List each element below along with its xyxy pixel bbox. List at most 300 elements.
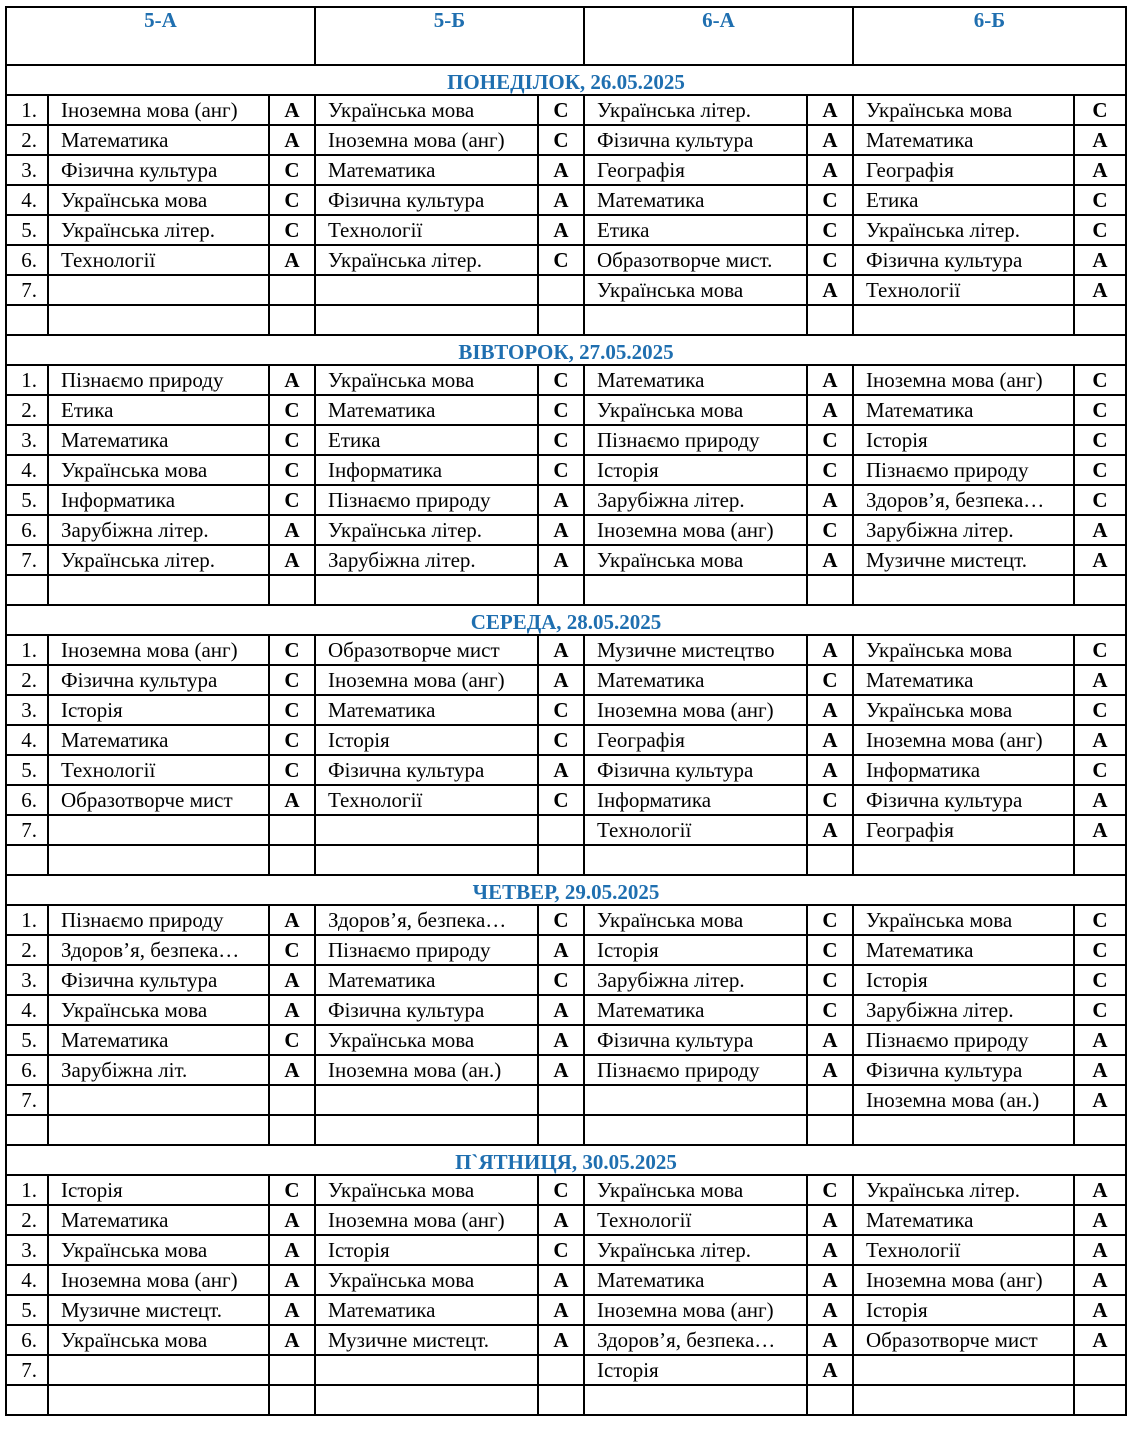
lesson-number: 5. [6,755,48,785]
blank-cell [1074,1115,1126,1145]
room-cell: С [807,425,853,455]
lesson-row [6,995,1126,1025]
blank-cell [269,305,315,335]
lesson-row [6,485,1126,515]
day-title: ВІВТОРОК, 27.05.2025 [6,335,1126,365]
lesson-number: 1. [6,95,48,125]
room-cell [1074,1355,1126,1385]
subject-cell: Математика [315,155,538,185]
lesson-number: 7. [6,1355,48,1385]
lesson-number: 2. [6,125,48,155]
room-cell: С [1074,185,1126,215]
subject-cell: Українська мова [853,695,1074,725]
room-cell: А [1074,815,1126,845]
subject-cell: Географія [853,155,1074,185]
subject-cell: Історія [584,1355,807,1385]
room-cell: А [807,695,853,725]
subject-cell: Пізнаємо природу [315,485,538,515]
lesson-row [6,1295,1126,1325]
subject-cell: Математика [584,665,807,695]
subject-cell: Іноземна мова (анг) [853,365,1074,395]
subject-cell: Математика [315,695,538,725]
room-cell: А [538,755,584,785]
room-cell: А [1074,1175,1126,1205]
room-cell: С [538,1175,584,1205]
room-cell: А [807,125,853,155]
blank-cell [315,305,538,335]
lesson-row [6,1085,1126,1115]
blank-cell [269,1115,315,1145]
subject-cell: Українська мова [584,395,807,425]
room-cell: С [269,155,315,185]
room-cell: А [807,485,853,515]
subject-cell: Українська літер. [315,515,538,545]
day-header-row-friday [6,1145,1126,1175]
subject-cell: Технології [853,1235,1074,1265]
lesson-row [6,125,1126,155]
blank-cell [853,1115,1074,1145]
subject-cell: Математика [48,425,269,455]
subject-cell: Українська мова [853,905,1074,935]
subject-cell [315,1085,538,1115]
subject-cell: Технології [315,785,538,815]
subject-cell: Математика [853,125,1074,155]
lesson-row [6,275,1126,305]
room-cell: А [538,935,584,965]
subject-cell: Українська мова [315,1025,538,1055]
lesson-row [6,1205,1126,1235]
subject-cell: Етика [584,215,807,245]
blank-cell [48,1385,269,1415]
room-cell: С [269,1025,315,1055]
lesson-number: 2. [6,935,48,965]
room-cell: С [538,965,584,995]
lesson-number: 4. [6,455,48,485]
blank-cell [584,845,807,875]
blank-cell [269,1385,315,1415]
room-cell: С [1074,755,1126,785]
subject-cell: Іноземна мова (анг) [584,695,807,725]
room-cell: А [1074,515,1126,545]
room-cell: А [269,545,315,575]
room-cell [269,1085,315,1115]
room-cell [538,1355,584,1385]
room-cell: С [807,515,853,545]
subject-cell: Українська мова [584,905,807,935]
lesson-number: 7. [6,815,48,845]
subject-cell: Фізична культура [315,755,538,785]
room-cell: А [1074,1055,1126,1085]
subject-cell: Українська мова [48,1325,269,1355]
room-cell: А [1074,1205,1126,1235]
room-cell: А [807,545,853,575]
blank-cell [807,1385,853,1415]
subject-cell: Українська літер. [853,1175,1074,1205]
room-cell: С [269,665,315,695]
lesson-number: 7. [6,275,48,305]
room-cell: А [269,95,315,125]
subject-cell: Українська мова [315,365,538,395]
day-title: П`ЯТНИЦЯ, 30.05.2025 [6,1145,1126,1175]
room-cell: А [1074,1265,1126,1295]
lesson-row [6,665,1126,695]
subject-cell: Пізнаємо природу [584,425,807,455]
subject-cell [315,275,538,305]
blank-cell [6,1115,48,1145]
blank-cell [1074,305,1126,335]
subject-cell: Фізична культура [853,245,1074,275]
room-cell: А [269,1325,315,1355]
lesson-row [6,1175,1126,1205]
subject-cell: Фізична культура [853,785,1074,815]
room-cell: А [807,815,853,845]
subject-cell: Математика [48,125,269,155]
subject-cell: Математика [853,665,1074,695]
subject-cell: Технології [584,1205,807,1235]
lesson-row [6,635,1126,665]
blank-cell [315,1385,538,1415]
room-cell: С [1074,635,1126,665]
room-cell: А [807,1295,853,1325]
blank-cell [538,1385,584,1415]
room-cell: С [807,665,853,695]
subject-cell: Іноземна мова (анг) [315,1205,538,1235]
room-cell: А [807,1355,853,1385]
room-cell: А [1074,1235,1126,1265]
lesson-number: 6. [6,785,48,815]
subject-cell: Музичне мистецт. [853,545,1074,575]
room-cell: С [1074,395,1126,425]
lesson-number: 1. [6,365,48,395]
room-cell: С [1074,425,1126,455]
subject-cell: Історія [853,1295,1074,1325]
subject-cell: Українська мова [853,635,1074,665]
subject-cell: Інформатика [584,785,807,815]
subject-cell: Іноземна мова (анг) [853,1265,1074,1295]
room-cell: С [538,95,584,125]
subject-cell: Здоров’я, безпека… [584,1325,807,1355]
room-cell: А [269,1055,315,1085]
blank-cell [584,1385,807,1415]
room-cell: С [807,935,853,965]
lesson-row [6,695,1126,725]
room-cell: А [269,1295,315,1325]
room-cell: С [1074,935,1126,965]
lesson-row [6,1265,1126,1295]
room-cell: А [807,1205,853,1235]
lesson-row [6,1325,1126,1355]
lesson-number: 3. [6,965,48,995]
subject-cell: Математика [853,395,1074,425]
room-cell: С [807,245,853,275]
room-cell: С [538,455,584,485]
room-cell: С [269,215,315,245]
subject-cell [315,1355,538,1385]
lesson-number: 3. [6,425,48,455]
subject-cell: Математика [48,1025,269,1055]
lesson-row [6,965,1126,995]
schedule-body [6,7,1126,1415]
lesson-row [6,185,1126,215]
subject-cell: Зарубіжна літер. [584,965,807,995]
subject-cell: Інформатика [48,485,269,515]
room-cell: А [1074,1295,1126,1325]
subject-cell: Пізнаємо природу [853,455,1074,485]
lesson-number: 6. [6,245,48,275]
room-cell: С [538,785,584,815]
lesson-number: 7. [6,545,48,575]
room-cell: С [538,695,584,725]
subject-cell: Зарубіжна літер. [48,515,269,545]
subject-cell: Образотворче мист [853,1325,1074,1355]
blank-cell [269,845,315,875]
subject-cell: Географія [584,155,807,185]
day-header-row-tuesday [6,335,1126,365]
room-cell: А [269,965,315,995]
lesson-number: 6. [6,1325,48,1355]
lesson-row [6,95,1126,125]
lesson-row [6,1055,1126,1085]
room-cell: С [807,455,853,485]
subject-cell: Математика [853,1205,1074,1235]
room-cell: С [807,785,853,815]
lesson-number: 3. [6,1235,48,1265]
subject-cell: Іноземна мова (анг) [315,665,538,695]
lesson-row [6,1025,1126,1055]
subject-cell: Математика [315,395,538,425]
subject-cell: Музичне мистецтво [584,635,807,665]
lesson-number: 1. [6,905,48,935]
room-cell: А [538,185,584,215]
subject-cell: Іноземна мова (анг) [48,1265,269,1295]
subject-cell: Іноземна мова (анг) [853,725,1074,755]
subject-cell: Українська літер. [584,1235,807,1265]
subject-cell: Математика [48,1205,269,1235]
blank-cell [315,1115,538,1145]
subject-cell: Українська літер. [315,245,538,275]
lesson-row [6,1355,1126,1385]
room-cell: А [269,995,315,1025]
subject-cell: Історія [584,455,807,485]
room-cell: А [1074,245,1126,275]
room-cell: С [538,365,584,395]
blank-cell [315,845,538,875]
subject-cell [48,275,269,305]
lesson-row [6,545,1126,575]
subject-cell: Українська мова [315,95,538,125]
day-header-row-monday [6,65,1126,95]
subject-cell: Математика [584,365,807,395]
lesson-number: 5. [6,1295,48,1325]
lesson-number: 4. [6,185,48,215]
room-cell: С [269,1175,315,1205]
lesson-row [6,725,1126,755]
blank-cell [807,575,853,605]
room-cell: А [269,785,315,815]
subject-cell [584,1085,807,1115]
room-cell: А [807,725,853,755]
room-cell: А [538,1055,584,1085]
lesson-row [6,815,1126,845]
room-cell: А [1074,785,1126,815]
subject-cell: Українська мова [315,1265,538,1295]
room-cell: А [1074,1325,1126,1355]
lesson-number: 6. [6,1055,48,1085]
lesson-row [6,365,1126,395]
subject-cell: Етика [48,395,269,425]
subject-cell [853,1355,1074,1385]
subject-cell: Іноземна мова (ан.) [853,1085,1074,1115]
lesson-number: 5. [6,215,48,245]
subject-cell: Українська літер. [853,215,1074,245]
blank-row [6,305,1126,335]
subject-cell: Пізнаємо природу [48,905,269,935]
lesson-row [6,515,1126,545]
blank-cell [6,845,48,875]
room-cell: А [269,905,315,935]
lesson-number: 3. [6,695,48,725]
subject-cell: Фізична культура [315,995,538,1025]
room-cell: А [807,1055,853,1085]
room-cell [269,275,315,305]
subject-cell: Українська мова [48,1235,269,1265]
blank-cell [1074,1385,1126,1415]
subject-cell: Іноземна мова (ан.) [315,1055,538,1085]
subject-cell: Здоров’я, безпека… [853,485,1074,515]
room-cell: С [807,995,853,1025]
room-cell: А [538,1295,584,1325]
subject-cell: Географія [584,725,807,755]
subject-cell: Українська мова [584,1175,807,1205]
room-cell: С [538,725,584,755]
room-cell: А [1074,1025,1126,1055]
room-cell: А [807,95,853,125]
subject-cell: Фізична культура [48,665,269,695]
subject-cell: Українська мова [315,1175,538,1205]
subject-cell: Українська мова [853,95,1074,125]
lesson-number: 4. [6,725,48,755]
room-cell: А [807,755,853,785]
room-cell: С [807,965,853,995]
room-cell: С [269,425,315,455]
day-title: ЧЕТВЕР, 29.05.2025 [6,875,1126,905]
room-cell: А [1074,1085,1126,1115]
subject-cell: Математика [315,965,538,995]
subject-cell: Математика [584,185,807,215]
room-cell: А [538,1025,584,1055]
class-header-6a: 6-А [584,7,853,65]
room-cell [538,275,584,305]
room-cell: А [807,275,853,305]
blank-cell [48,575,269,605]
lesson-number: 5. [6,1025,48,1055]
subject-cell: Зарубіжна літ. [48,1055,269,1085]
blank-cell [584,575,807,605]
lesson-number: 4. [6,995,48,1025]
room-cell: А [538,1265,584,1295]
blank-cell [1074,575,1126,605]
subject-cell: Етика [853,185,1074,215]
blank-cell [6,575,48,605]
subject-cell: Іноземна мова (анг) [584,1295,807,1325]
room-cell: А [538,545,584,575]
room-cell: С [269,695,315,725]
subject-cell: Історія [48,1175,269,1205]
room-cell: С [269,635,315,665]
lesson-number: 1. [6,1175,48,1205]
room-cell: А [538,1325,584,1355]
subject-cell: Фізична культура [48,155,269,185]
class-header-5a: 5-А [6,7,315,65]
blank-cell [1074,845,1126,875]
subject-cell: Фізична культура [48,965,269,995]
subject-cell: Фізична культура [584,1025,807,1055]
subject-cell: Інформатика [853,755,1074,785]
blank-cell [807,845,853,875]
room-cell: А [807,365,853,395]
blank-cell [807,305,853,335]
subject-cell: Іноземна мова (анг) [48,635,269,665]
subject-cell: Історія [315,725,538,755]
subject-cell: Математика [315,1295,538,1325]
lesson-number: 2. [6,665,48,695]
room-cell: С [1074,485,1126,515]
room-cell: А [1074,155,1126,185]
room-cell: А [538,635,584,665]
lesson-number: 7. [6,1085,48,1115]
blank-cell [853,845,1074,875]
room-cell: С [269,185,315,215]
subject-cell: Українська мова [584,545,807,575]
subject-cell: Пізнаємо природу [48,365,269,395]
blank-cell [538,845,584,875]
lesson-number: 5. [6,485,48,515]
blank-row [6,1115,1126,1145]
lesson-row [6,1235,1126,1265]
lesson-row [6,785,1126,815]
subject-cell: Іноземна мова (анг) [315,125,538,155]
room-cell: С [807,215,853,245]
room-cell: А [269,125,315,155]
lesson-row [6,215,1126,245]
lesson-row [6,905,1126,935]
lesson-row [6,395,1126,425]
room-cell: С [807,905,853,935]
lesson-number: 4. [6,1265,48,1295]
blank-cell [538,575,584,605]
subject-cell: Зарубіжна літер. [853,995,1074,1025]
room-cell: С [538,425,584,455]
room-cell: А [538,215,584,245]
room-cell: С [269,455,315,485]
blank-cell [807,1115,853,1145]
subject-cell: Українська мова [48,455,269,485]
subject-cell: Образотворче мист [315,635,538,665]
subject-cell: Музичне мистецт. [48,1295,269,1325]
day-title: СЕРЕДА, 28.05.2025 [6,605,1126,635]
room-cell: А [269,515,315,545]
room-cell: А [807,1235,853,1265]
subject-cell: Етика [315,425,538,455]
subject-cell: Технології [584,815,807,845]
room-cell: С [269,485,315,515]
blank-cell [538,1115,584,1145]
blank-cell [48,1115,269,1145]
room-cell [269,1355,315,1385]
lesson-row [6,455,1126,485]
lesson-number: 3. [6,155,48,185]
lesson-row [6,935,1126,965]
